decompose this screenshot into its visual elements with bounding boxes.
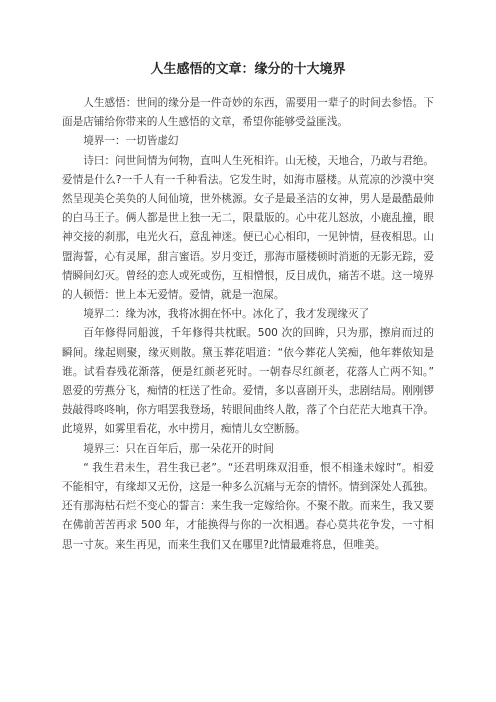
document-title: 人生感悟的文章：缘分的十大境界 [150,62,346,77]
section-heading-2: 境界二：缘为冰，我将冰拥在怀中。冰化了，我才发现缘灭了 [83,308,370,321]
section-heading-3: 境界三：只在百年后，那一朵花开的时间 [83,442,274,455]
section-paragraph-1: 诗曰：问世间情为何物，直叫人生死相许。山无棱，天地合，乃敢与君绝。爱情是什么?一千人有一千种看法。它发生时，如海市蜃楼。从荒凉的沙漠中突然呈现美仑美奂的人间仙境，世外桃源。女子是最圣洁的女神，男人是最酷最帅的白马王子。俩人都是世上独一无二，限量版的。心中花儿怒放，小鹿乱撞，眼神交接的刹那，电光火石，意乱神迷。便已心心相印，一见钟情，昼夜相思。山盟海誓，心有灵犀，甜言蜜语。岁月变迁，那海市蜃楼顿时消逝的无影无踪，爱情瞬间幻灭。曾经的恋人或死或伤，互相憎恨，反目成仇，痛苦不堪。这一境界的人顿悟：世上本无爱情。爱情，就是一泡屎。 [62,154,434,302]
section-paragraph-3: “ 我生君未生，君生我已老”。“还君明珠双泪垂，恨不相逢未嫁时”。相爱不能相守，有缘却又无份，这是一种多么沉痛与无奈的情怀。情到深处人孤独。还有那海枯石烂不变心的誓言：来生我一定嫁给你。不聚不散。而来生，我又要在佛前苦苦再求 500 年，才能换得与你的一次相遇。春心莫共花争发，一寸相思一寸灰。来生再见，而来生我们又在哪里?此情最难将息，但唯美。 [62,461,434,551]
section-heading-1: 境界一：一切皆虚幻 [83,135,179,148]
intro-paragraph: 人生感悟：世间的缘分是一件奇妙的东西，需要用一辈子的时间去参悟。下面是店铺给你带来的人生感悟的文章，希望你能够受益匪浅。 [62,97,434,129]
section-paragraph-2: 百年修得同船渡，千年修得共枕眠。500 次的回眸，只为那，擦肩而过的瞬间。缘起则聚，缘灭则散。黛玉葬花唱道：“依今葬花人笑痴，他年葬侬知是谁。试看春残花渐落，便是红颜老死时。一朝春尽红颜老，花落人亡两不知。” 恩爱的劳燕分飞，痴情的枉送了性命。爱情，多以喜剧开头，悲剧结局。刚刚锣鼓敲得咚咚响，你方唱罢我登场，转眼间曲终人散，落了个白茫茫大地真干净。此境界，如雾里看花，水中捞月，痴情儿女空断肠。 [62,327,434,436]
